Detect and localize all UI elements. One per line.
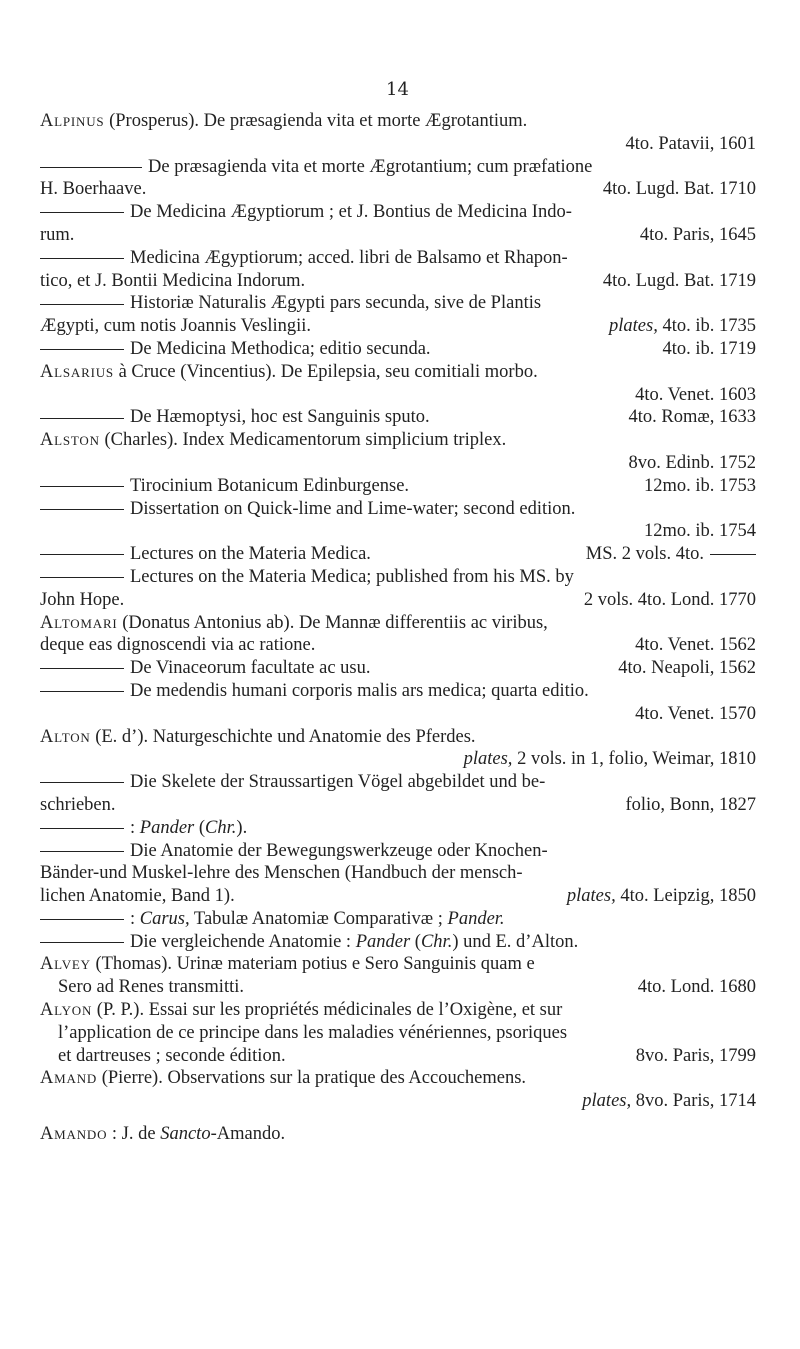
ditto-rule (40, 349, 124, 350)
plates-note: plates, (582, 1091, 632, 1112)
entry-altomari (40, 612, 756, 658)
ditto-rule (40, 304, 124, 305)
entry-text: Medicina Ægyptiorum; acced. libri de Balsamo et Rhapon- (130, 247, 568, 268)
entry-alston-4 (40, 543, 756, 566)
entry-alsarius-2 (40, 406, 756, 429)
plates-note: plates, (566, 886, 616, 907)
author-name: Amando (40, 1124, 108, 1145)
entry-text: Die Skelete der Straussartigen Vögel abgebildet und be- (130, 772, 546, 793)
page-number: 14 (386, 79, 409, 100)
entry-alston-2 (40, 475, 756, 498)
plates-note: plates, (609, 316, 658, 337)
author-name: Alvey (40, 954, 91, 975)
entry-text: ( (410, 931, 421, 952)
entry-text: De Medicina Ægyptiorum ; et J. Bontius de Medicina Indo- (130, 202, 572, 223)
imprint: folio, Bonn, 1827 (625, 794, 756, 815)
entry-alston (40, 429, 756, 475)
imprint: MS. 2 vols. 4to. (585, 544, 704, 565)
entry-text: rum. (40, 224, 75, 245)
entry-text: Tabulæ Anatomiæ Comparativæ ; (189, 908, 448, 929)
entry-text: Dissertation on Quick-lime and Lime-water; second edition. (130, 498, 576, 519)
ditto-rule (40, 258, 124, 259)
entry-text: Amando. (216, 1124, 286, 1145)
entry-text: et dartreuses ; seconde édition. (58, 1045, 286, 1066)
entry-text: De præsagienda vita et morte Ægrotantium; cum præfatione (148, 156, 593, 177)
entry-alton-4 (40, 840, 756, 908)
entry-alpinus-2 (40, 156, 756, 202)
imprint: 4to. ib. 1735 (657, 316, 756, 337)
ditto-rule (40, 782, 124, 783)
entry-text: Die Anatomie der Bewegungswerkzeuge oder Knochen- (130, 840, 548, 861)
entry-text: De Medicina Methodica; editio secunda. (130, 338, 431, 359)
entry-alyon (40, 999, 756, 1067)
entry-altomari-3 (40, 680, 756, 726)
entry-alpinus-5 (40, 292, 756, 338)
entry-amand (40, 1067, 756, 1113)
entry-text: (Charles). Index Medicamentorum simplicium triplex. (99, 430, 507, 451)
imprint: 4to. Patavii, 1601 (625, 133, 756, 154)
ditto-rule (710, 554, 756, 555)
author-name: Alyon (40, 1000, 93, 1021)
imprint: 4to. Neapoli, 1562 (618, 658, 756, 679)
cross-reference: Sancto- (160, 1124, 217, 1145)
entry-text: l’application de ce principe dans les maladies vénériennes, psoriques (58, 1022, 568, 1043)
entry-text: deque eas dignoscendi via ac ratione. (40, 635, 316, 656)
entry-alton-2 (40, 771, 756, 817)
author-name: Altomari (40, 612, 118, 633)
entry-text: De Vinaceorum facultate ac usu. (130, 658, 371, 679)
ditto-rule (40, 668, 124, 669)
imprint: 2 vols. 4to. Lond. 1770 (583, 589, 756, 610)
entry-text: H. Boerhaave. (40, 179, 147, 200)
entry-text: schrieben. (40, 794, 116, 815)
entry-text: Tirocinium Botanicum Edinburgense. (130, 475, 410, 496)
ditto-rule (40, 212, 124, 213)
author-name: Alton (40, 726, 91, 747)
entry-text: Historiæ Naturalis Ægypti pars secunda, sive de Plantis (130, 293, 542, 314)
entry-alpinus-3 (40, 201, 756, 247)
entry-text: (Thomas). Urinæ materiam potius e Sero Sanguinis quam e (90, 954, 535, 975)
entry-text: : (130, 908, 140, 929)
entry-alston-3 (40, 498, 756, 544)
entry-alpinus-4 (40, 247, 756, 293)
ditto-rule (40, 418, 124, 419)
ditto-rule (40, 691, 124, 692)
entry-text: Ægypti, cum notis Joannis Veslingii. (40, 316, 312, 337)
imprint: 8vo. Paris, 1799 (635, 1045, 756, 1066)
author-name: Alsarius (40, 361, 114, 382)
entry-text: Sero ad Renes transmitti. (58, 977, 244, 998)
entry-text: : (130, 817, 140, 838)
cross-reference: Pander. (447, 908, 505, 929)
imprint: 4to. Leipzig, 1850 (615, 886, 756, 907)
cross-reference: Pander (139, 817, 195, 838)
imprint: 4to. Lugd. Bat. 1710 (602, 179, 756, 200)
entry-text: : J. de (107, 1124, 161, 1145)
entry-text: (E. d’). Naturgeschichte und Anatomie des Pferdes. (90, 726, 476, 747)
ditto-rule (40, 577, 124, 578)
entry-text: Bänder-und Muskel-lehre des Menschen (Handbuch der mensch- (40, 863, 523, 884)
ditto-rule (40, 851, 124, 852)
entry-alton-5 (40, 908, 756, 931)
entry-text: lichen Anatomie, Band 1). (40, 886, 235, 907)
cross-reference: Carus, (139, 908, 190, 929)
entry-text: (P. P.). Essai sur les propriétés médicinales de l’Oxigène, et sur (92, 1000, 563, 1021)
entry-text: (Donatus Antonius ab). De Mannæ differentiis ac viribus, (117, 612, 548, 633)
entry-text: De Hæmoptysi, hoc est Sanguinis sputo. (130, 407, 430, 428)
author-name: Alpinus (40, 111, 105, 131)
ditto-rule (40, 509, 124, 510)
author-name: Alston (40, 430, 100, 451)
entry-alpinus (40, 110, 756, 156)
entry-text: Lectures on the Materia Medica; published from his MS. by (130, 566, 574, 587)
imprint: 12mo. ib. 1754 (643, 521, 756, 542)
imprint: 4to. Venet. 1562 (635, 635, 756, 656)
imprint: 2 vols. in 1, folio, Weimar, 1810 (512, 749, 756, 770)
entry-text: ( (194, 817, 206, 838)
entry-text: à Cruce (Vincentius). De Epilepsia, seu comitiali morbo. (113, 361, 538, 382)
imprint: 8vo. Paris, 1714 (631, 1091, 756, 1112)
entry-text: Die vergleichende Anatomie : (130, 931, 356, 952)
imprint: 4to. Venet. 1570 (635, 703, 756, 724)
imprint: 12mo. ib. 1753 (643, 475, 756, 496)
imprint: 4to. Lugd. Bat. 1719 (602, 270, 756, 291)
bibliography-list (40, 110, 756, 1146)
entry-text: De medendis humani corporis malis ars medica; quarta editio. (130, 680, 589, 701)
entry-alvey (40, 953, 756, 999)
ditto-rule (40, 919, 124, 920)
entry-alsarius (40, 361, 756, 407)
entry-text: ). (236, 817, 248, 838)
ditto-rule (40, 828, 124, 829)
ditto-rule (40, 942, 124, 943)
entry-alston-5 (40, 566, 756, 612)
entry-text: (Prosperus). De præsagienda vita et morte Ægrotantium. (104, 111, 528, 131)
imprint: 4to. Romæ, 1633 (628, 407, 756, 428)
imprint: 8vo. Edinb. 1752 (628, 452, 756, 473)
entry-text: (Pierre). Observations sur la pratique des Accouchemens. (97, 1068, 527, 1089)
imprint: 4to. Paris, 1645 (639, 224, 756, 245)
entry-altomari-2 (40, 657, 756, 680)
entry-text: tico, et J. Bontii Medicina Indorum. (40, 270, 306, 291)
entry-text: ) und E. d’Alton. (452, 931, 579, 952)
cross-reference: Chr. (420, 931, 453, 952)
entry-alpinus-6 (40, 338, 756, 361)
cross-reference: Chr. (205, 817, 237, 838)
entry-text: Lectures on the Materia Medica. (130, 544, 371, 565)
cross-reference: Pander (355, 931, 411, 952)
entry-alton (40, 726, 756, 772)
author-name: Amand (40, 1068, 98, 1089)
entry-alton-3 (40, 817, 756, 840)
imprint: 4to. ib. 1719 (662, 338, 756, 359)
imprint: 4to. Venet. 1603 (635, 384, 756, 405)
imprint: 4to. Lond. 1680 (637, 977, 756, 998)
entry-alton-6 (40, 931, 756, 954)
ditto-rule (40, 486, 124, 487)
ditto-rule (40, 554, 124, 555)
ditto-rule (40, 167, 142, 168)
entry-amando (40, 1123, 756, 1146)
plates-note: plates, (463, 749, 513, 770)
entry-text: John Hope. (40, 589, 125, 610)
